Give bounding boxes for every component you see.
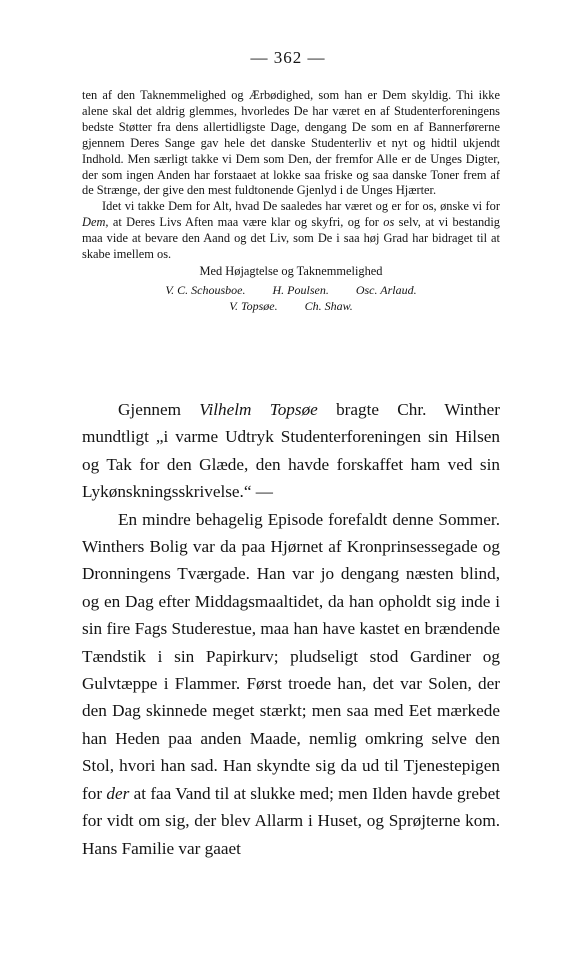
letter-paragraph-2: Idet vi takke Dem for Alt, hvad De saaledes har været og er for os, ønske vi for Dem, at Deres Livs Aften maa være klar og skyfri, og for os selv, at vi bestandig maa vide at bevare den Aand og det Liv, som De i saa høj Grad har bidraget til at skabe imellem os. <box>82 199 500 262</box>
signature: Ch. Shaw. <box>304 298 353 313</box>
signature-row-1 <box>82 282 500 298</box>
signature-row-2 <box>82 298 500 314</box>
page-number: — 362 — <box>250 48 326 67</box>
body-paragraph-1: Gjennem Vilhelm Topsøe bragte Chr. Winther mundtligt „i varme Udtryk Studenterforeningen sin Hilsen og Tak for den Glæde, den havde forskaffet ham ved sin Lykønskningsskrivelse.“ — <box>82 400 500 502</box>
quoted-letter <box>82 88 500 314</box>
signature: Osc. Arlaud. <box>355 282 417 297</box>
main-text <box>82 396 500 862</box>
letter-paragraph-1: ten af den Taknemmelighed og Ærbødighed, som han er Dem skyldig. Thi ikke alene skal det aldrig glemmes, hvorledes De har været en af Studenterforeningens bedste Støtter fra dens allertidligste Dage, dengang De som en af Bannerførerne gjennem Deres Sange gav hele det danske Studenterliv et nyt og hidtil ukjendt Indhold. Men særligt takke vi Dem som Den, der fremfor Alle er de Unges Digter, der som ingen Anden har forstaaet at lokke saa friske og saa danske Toner frem af de Strænge, der give den mest fuldtonende Gjenlyd i de Unges Hjærter. <box>82 88 500 198</box>
signature: V. Topsøe. <box>229 298 278 313</box>
signature: V. C. Schousboe. <box>165 282 246 297</box>
signature: H. Poulsen. <box>272 282 329 297</box>
body-paragraph-2: En mindre behagelig Episode forefaldt denne Sommer. Winthers Bolig var da paa Hjørnet af Kronprinsessegade og Dronningens Tværgade. Han var jo dengang næsten blind, og en Dag efter Middagsmaaltidet, da han opholdt sig inde i sin fire Fags Studerestue, maa han have kastet en brændende Tændstik i sin Papirkurv; pludseligt stod Gardiner og Gulvtæppe i Flammer. Først troede han, det var Solen, der den Dag skinnede meget stærkt; men saa med Eet mærkede han Heden paa anden Maade, nemlig omkring selve den Stol, hvori han sad. Han skyndte sig da ud til Tjenestepigen for der at faa Vand til at slukke med; men Ilden havde grebet for vidt om sig, der blev Allarm i Huset, og Sprøjterne kom. Hans Familie var gaaet <box>82 509 500 858</box>
signatures <box>82 282 500 314</box>
letter-closing: Med Højagtelse og Taknemmelighed <box>199 263 383 278</box>
